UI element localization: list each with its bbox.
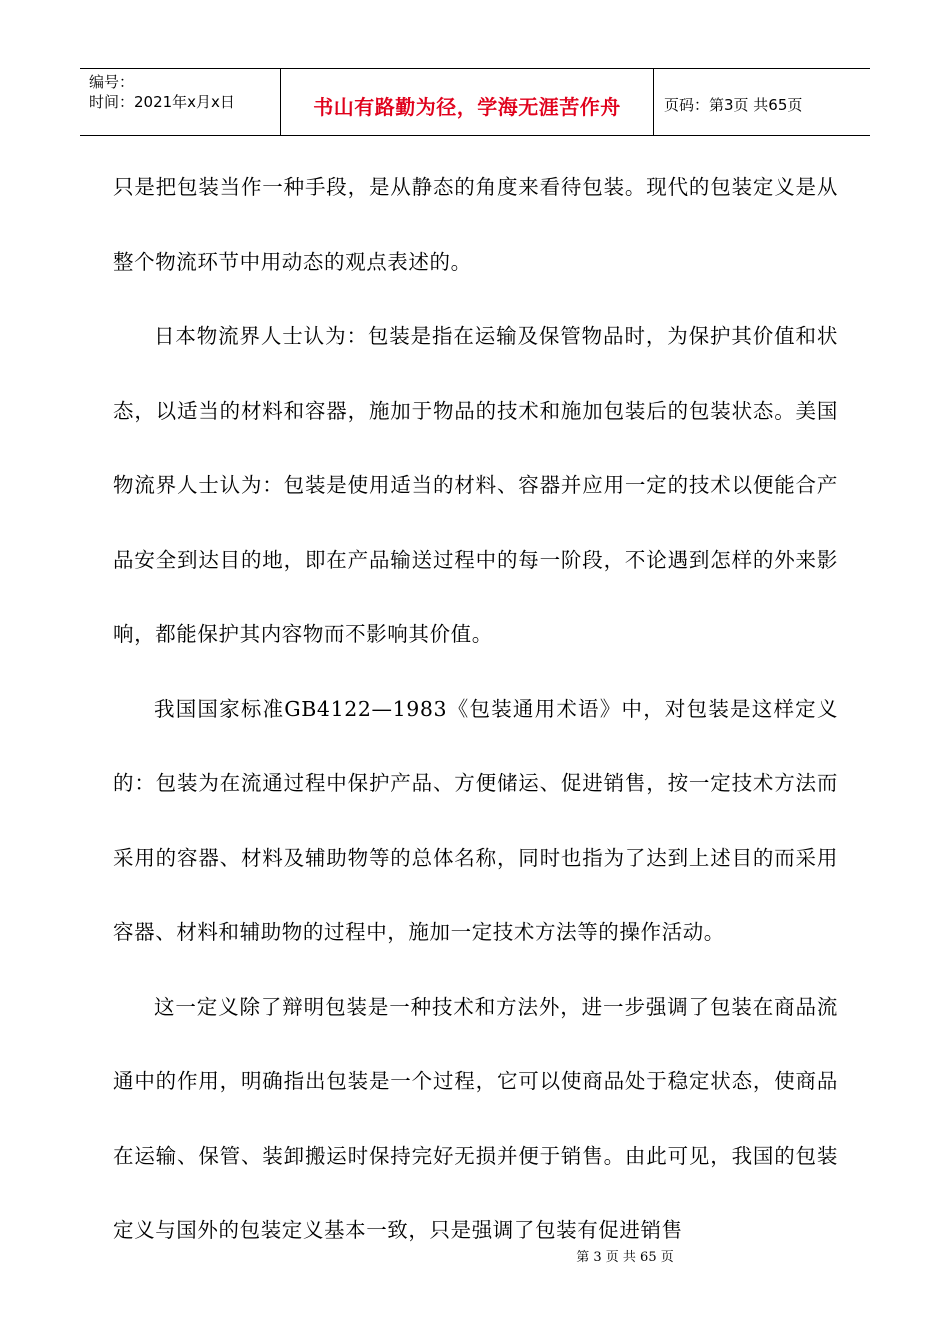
header-motto: 书山有路勤为径，学海无涯苦作舟 bbox=[281, 69, 654, 135]
paragraph-analysis: 这一定义除了辩明包装是一种技术和方法外，进一步强调了包装在商品流通中的作用，明确指出包装是一个过程，它可以使商品处于稳定状态，使商品在运输、保管、装卸搬运时保持完好无损并便于销售。由此可见，我国的包装定义与国外的包装定义基本一致，只是强调了包装有促进销售 bbox=[113, 994, 838, 1242]
header-meta-cell bbox=[80, 69, 281, 135]
document-code-label: 编号： bbox=[89, 73, 135, 91]
page-footer: 第 3 页 共 65 页 bbox=[576, 1250, 674, 1265]
document-date-label: 时间：2021年x月x日 bbox=[89, 93, 235, 111]
document-body bbox=[113, 150, 838, 1268]
header-table bbox=[80, 68, 870, 136]
paragraph-national-standard: 我国国家标准GB4122—1983《包装通用术语》中，对包装是这样定义的：包装为在流通过程中保护产品、方便储运、促进销售，按一定技术方法而采用的容器、材料及辅助物等的总体名称，同时也指为了达到上述目的而采用容器、材料和辅助物的过程中，施加一定技术方法等的操作活动。 bbox=[113, 696, 838, 944]
header-page-info: 页码：第3页 共65页 bbox=[664, 95, 803, 114]
paragraph-japan-us-definition: 日本物流界人士认为：包装是指在运输及保管物品时，为保护其价值和状态，以适当的材料和容器，施加于物品的技术和施加包装后的包装状态。美国物流界人士认为：包装是使用适当的材料、容器并应用一定的技术以便能合产品安全到达目的地，即在产品输送过程中的每一阶段，不论遇到怎样的外来影响，都能保护其内容物而不影响其价值。 bbox=[113, 324, 838, 646]
paragraph-continuation: 只是把包装当作一种手段，是从静态的角度来看待包装。现代的包装定义是从整个物流环节中用动态的观点表述的。 bbox=[113, 175, 838, 274]
